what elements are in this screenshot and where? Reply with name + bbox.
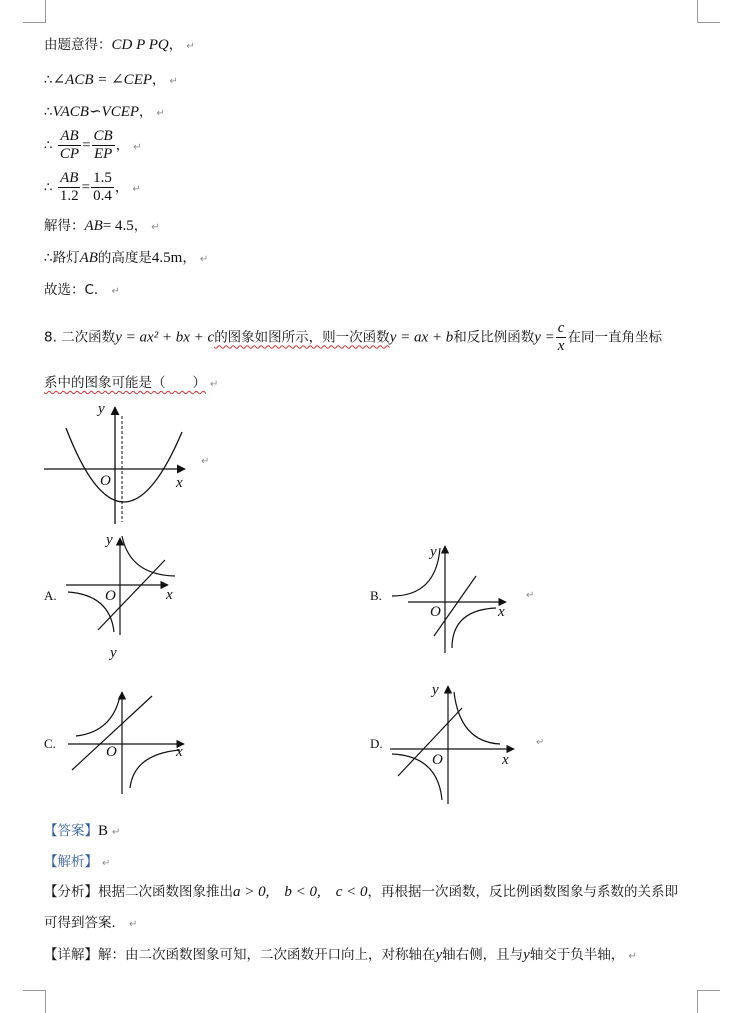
option-a-x-label: x	[166, 587, 173, 603]
question-8-line2: 系中的图象可能是（ ） ↵	[44, 375, 219, 391]
line-choose: 故选：C． ↵	[44, 282, 120, 298]
fraction-cb-ep: $\frac{CB}{EP}$	[93, 128, 113, 162]
line-given: 由题意得：CD P PQ， ↵	[44, 37, 195, 53]
option-d-y-label: y	[432, 682, 439, 698]
corner-mark-br	[697, 990, 720, 1013]
option-b-y-label: y	[430, 544, 437, 560]
para-mark: ↵	[536, 737, 545, 748]
question-8-line1: 8. 二次函数y = ax² + bx + c的图象如图所示，则一次函数y = ax + b和反比例函数y = $\frac{c}{x}$ 在同一直角坐标	[44, 320, 662, 354]
option-c-graph	[62, 684, 212, 804]
line-solve: 解得：AB= 4.5， ↵	[44, 218, 160, 234]
fraction-ab-12: $\frac{AB}{1.2}$	[59, 170, 79, 204]
line-height: ∴路灯AB的高度是4.5m， ↵	[44, 250, 209, 266]
x-label: x	[176, 475, 183, 491]
option-a-label: A.	[44, 588, 57, 603]
option-a-y-label: y	[106, 532, 113, 548]
option-c-origin: O	[106, 744, 117, 760]
fraction-c-x: $\frac{c}{x}$	[557, 320, 565, 354]
jiexi-tag: 【解析】	[44, 854, 98, 870]
origin-label: O	[100, 473, 111, 489]
line-ratio-values: ∴ $\frac{AB}{1.2}$ = $\frac{1.5}{0.4}$ ， ↵	[44, 170, 141, 204]
fraction-ab-cp: $\frac{AB}{CP}$	[59, 128, 80, 162]
option-a-origin: O	[105, 588, 116, 604]
option-a-y-label-bottom: y	[110, 645, 117, 661]
option-b-graph	[388, 538, 538, 668]
option-d-x-label: x	[502, 752, 509, 768]
fenxi-line1: 【分析】根据二次函数图象推出a > 0, b < 0, c < 0，再根据一次函数，反比例函数图象与系数的关系即	[44, 884, 679, 900]
answer-line: 【答案】B ↵	[44, 823, 121, 839]
xiangjie-tag: 【详解】	[44, 947, 98, 963]
line-similar: ∴VACB∽VCEP， ↵	[44, 104, 165, 120]
option-d-graph	[388, 678, 538, 808]
question-number: 8.	[44, 329, 57, 346]
option-c-label: C.	[44, 736, 56, 751]
answer-value: B	[98, 823, 109, 839]
fraction-15-04: $\frac{1.5}{0.4}$	[93, 170, 112, 204]
option-a-graph	[60, 530, 200, 660]
corner-mark-tr	[697, 0, 720, 23]
line-angle: ∴∠ACB = ∠CEP， ↵	[44, 72, 178, 88]
option-c-x-label: x	[176, 744, 183, 760]
corner-mark-tl	[23, 0, 46, 23]
jiexi-line: 【解析】 ↵	[44, 854, 111, 870]
parabola-curve	[66, 428, 182, 502]
y-label: y	[98, 401, 105, 417]
option-b-origin: O	[430, 604, 441, 620]
parabola-graph	[40, 398, 240, 528]
para-mark: ↵	[201, 456, 210, 467]
option-d-origin: O	[432, 752, 443, 768]
para-mark: ↵	[526, 590, 535, 601]
option-b-x-label: x	[498, 604, 505, 620]
fenxi-tag: 【分析】	[44, 884, 98, 900]
fenxi-line2: 可得到答案． ↵	[44, 915, 138, 931]
xiangjie-line: 【详解】解：由二次函数图象可知，二次函数开口向上，对称轴在y轴右侧，且与y轴交于负半轴， ↵	[44, 947, 637, 963]
option-b-label: B.	[370, 588, 382, 603]
corner-mark-bl	[23, 990, 46, 1013]
answer-tag: 【答案】	[44, 823, 98, 839]
line-ratio: ∴ $\frac{AB}{CP}$ = $\frac{CB}{EP}$ ， ↵	[44, 128, 142, 162]
option-d-label: D.	[370, 736, 383, 751]
